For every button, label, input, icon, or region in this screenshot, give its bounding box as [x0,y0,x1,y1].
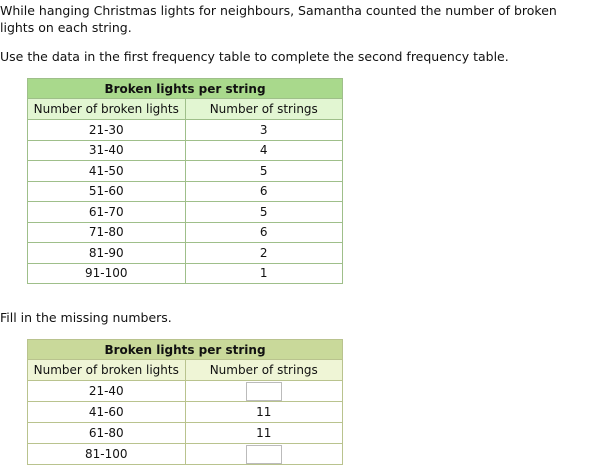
range-cell: 41-50 [28,161,186,182]
table-row [28,381,343,402]
count-cell: 5 [185,161,343,182]
range-cell: 31-40 [28,140,186,161]
table-title: Broken lights per string [28,340,343,360]
range-cell: 21-40 [28,381,186,402]
count-cell: 6 [185,222,343,243]
table-row [28,243,343,264]
range-cell: 71-80 [28,222,186,243]
range-cell: 81-100 [28,444,186,465]
table-row [28,444,343,465]
table-title: Broken lights per string [28,79,343,99]
range-cell: 61-80 [28,423,186,444]
count-cell: 11 [185,423,343,444]
column-header: Number of strings [185,99,343,120]
range-cell: 91-100 [28,263,186,284]
table-row [28,423,343,444]
range-cell: 21-30 [28,120,186,141]
range-cell: 81-90 [28,243,186,264]
table-row [28,222,343,243]
count-cell: 11 [185,402,343,423]
answer-frequency-table [27,339,343,465]
table-row [28,263,343,284]
count-cell: 4 [185,140,343,161]
range-cell: 41-60 [28,402,186,423]
table-row [28,120,343,141]
table-row [28,181,343,202]
answer-cell [185,381,343,402]
count-cell: 3 [185,120,343,141]
column-header: Number of broken lights [28,99,186,120]
range-cell: 51-60 [28,181,186,202]
column-header: Number of broken lights [28,360,186,381]
table-row [28,202,343,223]
fill-prompt: Fill in the missing numbers. [0,310,172,325]
column-header: Number of strings [185,360,343,381]
answer-cell [185,444,343,465]
count-cell: 2 [185,243,343,264]
count-cell: 1 [185,263,343,284]
answer-input[interactable] [246,382,282,401]
table-row [28,140,343,161]
intro-text: While hanging Christmas lights for neighbours, Samantha counted the number of broken lights on each string. [0,3,557,35]
table-row [28,161,343,182]
count-cell: 5 [185,202,343,223]
source-frequency-table [27,78,343,284]
instruction-text: Use the data in the first frequency table to complete the second frequency table. [0,49,509,64]
answer-input[interactable] [246,445,282,464]
count-cell: 6 [185,181,343,202]
table-row [28,402,343,423]
range-cell: 61-70 [28,202,186,223]
